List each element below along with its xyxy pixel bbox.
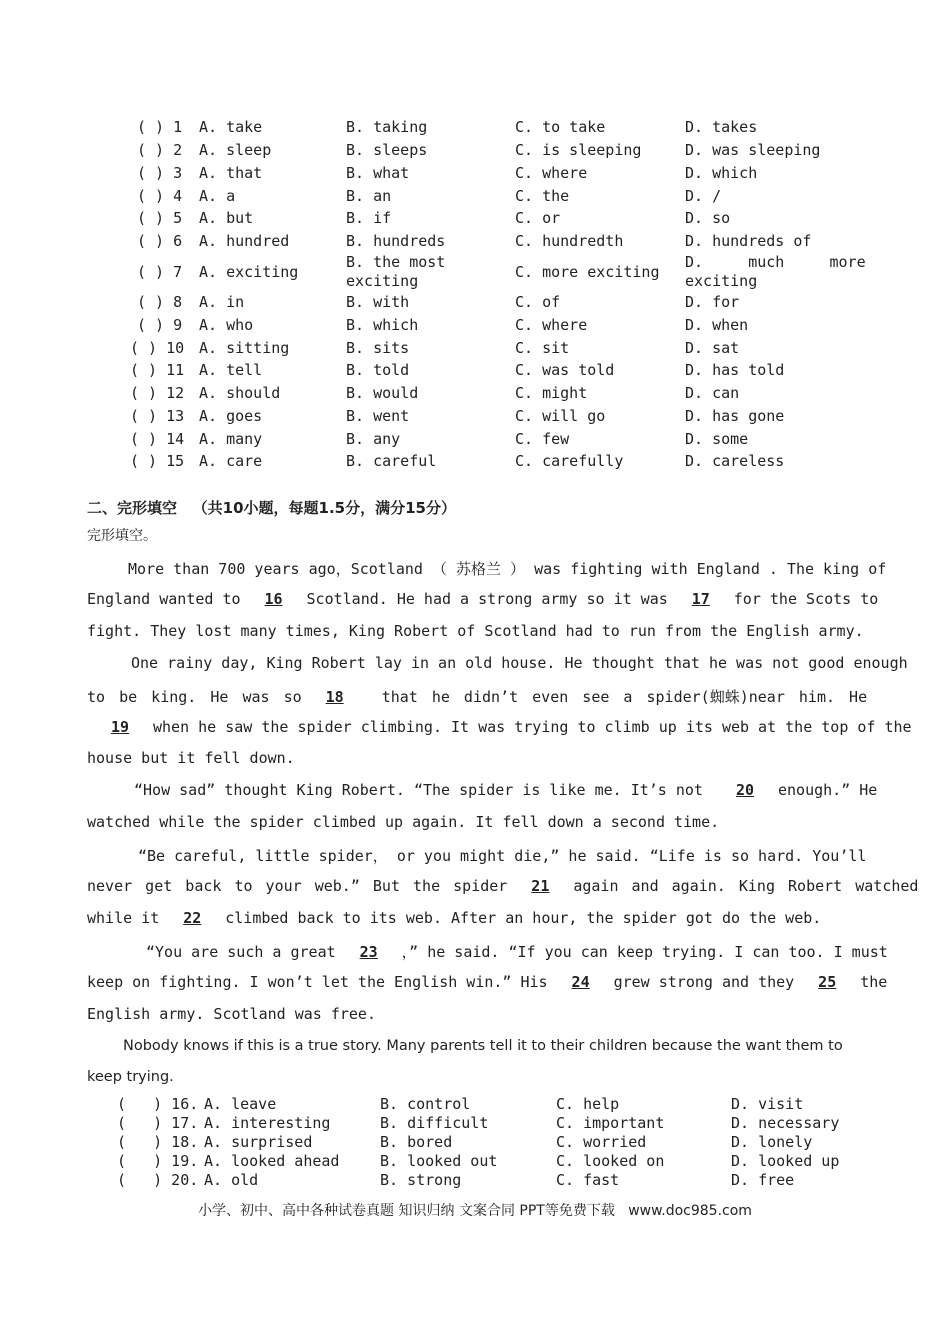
option-row — [0, 407, 950, 429]
passage-text: Scotland. He had a strong army so it was — [306, 590, 668, 608]
option-d: D. looked up — [731, 1152, 840, 1170]
option-a: A. that — [199, 164, 263, 182]
option-c: C. fast — [556, 1171, 620, 1189]
option-d: D. free — [731, 1171, 795, 1189]
option-row — [0, 232, 950, 254]
question-number: ( ) 8 — [137, 293, 183, 311]
question-number: ( ) 1 — [137, 118, 183, 136]
option-b: B. went — [346, 407, 410, 425]
option-row — [0, 293, 950, 315]
question-number: ( ) 14 — [130, 430, 185, 448]
question-number: ( ) 5 — [137, 209, 183, 227]
option-row — [0, 316, 950, 338]
option-d: D. can — [685, 384, 740, 402]
passage-line: fight. They lost many times, King Robert of Scotland had to run from the English army. — [87, 622, 864, 640]
option-b: B. sleeps — [346, 141, 428, 159]
option-b: B. which — [346, 316, 419, 334]
passage-text: to be king. He was so — [87, 688, 302, 706]
option-c: C. will go — [515, 407, 606, 425]
passage-text: England wanted to — [87, 590, 241, 608]
passage-text: when he saw the spider climbing. It was trying to climb up its web at the top of the — [153, 718, 912, 736]
passage-text: while it — [87, 909, 160, 927]
option-a: A. old — [204, 1171, 259, 1189]
option-c: C. is sleeping — [515, 141, 642, 159]
option-d: D. so — [685, 209, 731, 227]
option-b: B. hundreds — [346, 232, 446, 250]
option-a: A. sitting — [199, 339, 290, 357]
option-b: B. strong — [380, 1171, 462, 1189]
option-a: A. sleep — [199, 141, 272, 159]
passage-line: house but it fell down. — [87, 749, 295, 767]
page-footer: 小学、初中、高中各种试卷真题 知识归纳 文案合同 PPT等免费下载 www.doc985.com — [198, 1203, 752, 1219]
option-b: B. would — [346, 384, 419, 402]
section-title: 二、完形填空 （共10小题，每题1.5分，满分15分） — [87, 499, 456, 517]
question-number: ( ) 9 — [137, 316, 183, 334]
passage-text: the — [860, 973, 888, 991]
option-row — [0, 187, 950, 209]
option-a: A. a — [199, 187, 236, 205]
question-number: ( ) 20. — [117, 1171, 199, 1189]
option-row — [0, 361, 950, 383]
option-d: D. necessary — [731, 1114, 840, 1132]
option-d: D. lonely — [731, 1133, 813, 1151]
passage-line: English army. Scotland was free. — [87, 1005, 376, 1023]
option-c: C. important — [556, 1114, 665, 1132]
option-c: C. hundredth — [515, 232, 624, 250]
option-row — [0, 430, 950, 452]
question-number: ( ) 3 — [137, 164, 183, 182]
option-b: B. looked out — [380, 1152, 498, 1170]
option-d-continued: exciting — [685, 272, 758, 290]
option-c: C. where — [515, 316, 588, 334]
option-c: C. where — [515, 164, 588, 182]
blank-19: 19 — [110, 718, 130, 736]
passage-text: grew strong and they — [613, 973, 795, 991]
option-row — [0, 209, 950, 231]
option-d: D. takes — [685, 118, 758, 136]
option-c: C. was told — [515, 361, 615, 379]
passage-text: for the Scots to — [733, 590, 879, 608]
option-row — [0, 253, 950, 293]
question-number: ( ) 15 — [130, 452, 185, 470]
option-a: A. interesting — [204, 1114, 331, 1132]
passage-text: “How sad” thought King Robert. “The spider is like me. It’s not — [134, 781, 703, 799]
option-d: D. was sleeping — [685, 141, 821, 159]
passage-line: One rainy day, King Robert lay in an old house. He thought that he was not good enough — [131, 654, 908, 672]
option-b: B. told — [346, 361, 410, 379]
passage-line — [134, 781, 878, 809]
option-a: A. who — [199, 316, 254, 334]
option-c: C. few — [515, 430, 570, 448]
blank-22: 22 — [183, 909, 202, 927]
option-b: B. taking — [346, 118, 428, 136]
option-row — [0, 118, 950, 140]
option-row — [0, 1171, 950, 1193]
option-a: A. care — [199, 452, 263, 470]
option-d: D. visit — [731, 1095, 804, 1113]
option-c: C. or — [515, 209, 561, 227]
option-a: A. leave — [204, 1095, 277, 1113]
question-number: ( ) 12 — [130, 384, 185, 402]
question-number: ( ) 7 — [137, 263, 183, 281]
option-b: B. control — [380, 1095, 471, 1113]
passage-line — [87, 718, 912, 746]
option-c: C. of — [515, 293, 561, 311]
option-d: D. some — [685, 430, 749, 448]
passage-line — [87, 909, 863, 937]
option-d: D. / — [685, 187, 722, 205]
question-number: ( ) 10 — [130, 339, 185, 357]
option-a: A. hundred — [199, 232, 290, 250]
option-c: C. looked on — [556, 1152, 665, 1170]
blank-25: 25 — [818, 973, 837, 991]
question-number: ( ) 19. — [117, 1152, 199, 1170]
option-d: D. careless — [685, 452, 785, 470]
option-b: B. careful — [346, 452, 437, 470]
option-b: B. bored — [380, 1133, 453, 1151]
passage-line — [87, 877, 919, 905]
passage-text: again and again. King Robert watched — [573, 877, 919, 895]
passage-text: “You are such a great — [146, 943, 336, 961]
blank-18: 18 — [325, 688, 344, 706]
passage-text: ，” he said. “If you can keep trying. I can too. I must — [401, 943, 888, 961]
option-c: C. carefully — [515, 452, 624, 470]
option-b: B. difficult — [380, 1114, 489, 1132]
option-d: D. sat — [685, 339, 740, 357]
passage-line: More than 700 years ago，Scotland （ 苏格兰 ） was fighting with England . The king of — [128, 560, 887, 578]
option-b-continued: exciting — [346, 272, 419, 290]
option-a: A. surprised — [204, 1133, 313, 1151]
option-a: A. tell — [199, 361, 263, 379]
option-c: C. sit — [515, 339, 570, 357]
option-b: B. with — [346, 293, 410, 311]
closing-paragraph: Nobody knows if this is a true story. Many parents tell it to their children because the want them to keep trying. — [87, 1038, 843, 1085]
option-a: A. take — [199, 118, 263, 136]
option-d: D. for — [685, 293, 740, 311]
question-number: ( ) 11 — [130, 361, 185, 379]
option-a: A. but — [199, 209, 254, 227]
option-c: C. worried — [556, 1133, 647, 1151]
option-d: D. when — [685, 316, 749, 334]
option-c: C. help — [556, 1095, 620, 1113]
option-a: A. exciting — [199, 263, 299, 281]
passage-line — [146, 941, 888, 969]
blank-23: 23 — [359, 943, 378, 961]
option-d: D. hundreds of — [685, 232, 812, 250]
blank-24: 24 — [571, 973, 590, 991]
blank-21: 21 — [531, 877, 550, 895]
option-d: D. has told — [685, 361, 785, 379]
question-number: ( ) 18. — [117, 1133, 199, 1151]
option-b: B. if — [346, 209, 392, 227]
passage-text: that he didn’t even see a spider(蜘蛛)near him. He — [381, 688, 868, 706]
passage-text: climbed back to its web. After an hour, the spider got do the web. — [225, 909, 822, 927]
option-b: B. sits — [346, 339, 410, 357]
blank-20: 20 — [735, 781, 755, 799]
option-b: B. what — [346, 164, 410, 182]
passage-line — [87, 973, 888, 1001]
option-a: A. goes — [199, 407, 263, 425]
option-a: A. many — [199, 430, 263, 448]
option-d: D. much more — [685, 253, 866, 271]
passage-text: keep on fighting. I won’t let the English win.” His — [87, 973, 548, 991]
option-row — [0, 141, 950, 163]
option-d: D. has gone — [685, 407, 785, 425]
passage-line: “Be careful, little spider， or you might die,” he said. “Life is so hard. You’ll — [138, 847, 867, 865]
question-number: ( ) 17. — [117, 1114, 199, 1132]
passage-line — [87, 686, 868, 714]
option-d: D. which — [685, 164, 758, 182]
passage-line: watched while the spider climbed up again. It fell down a second time. — [87, 813, 720, 831]
option-c: C. the — [515, 187, 570, 205]
option-row — [0, 452, 950, 474]
passage-text: enough.” He — [777, 781, 878, 799]
question-number: ( ) 6 — [137, 232, 183, 250]
option-a: A. in — [199, 293, 245, 311]
option-c: C. to take — [515, 118, 606, 136]
question-number: ( ) 13 — [130, 407, 185, 425]
section-subtitle: 完形填空。 — [87, 528, 157, 544]
passage-line — [87, 590, 879, 618]
option-b: B. an — [346, 187, 392, 205]
passage-text: never get back to your web.” But the spider — [87, 877, 508, 895]
option-a: A. looked ahead — [204, 1152, 340, 1170]
option-b: B. the most — [346, 253, 446, 271]
option-c: C. might — [515, 384, 588, 402]
option-row — [0, 164, 950, 186]
question-number: ( ) 4 — [137, 187, 183, 205]
option-b: B. any — [346, 430, 401, 448]
option-row — [0, 339, 950, 361]
blank-17: 17 — [691, 590, 710, 608]
question-number: ( ) 2 — [137, 141, 183, 159]
option-c: C. more exciting — [515, 263, 660, 281]
blank-16: 16 — [264, 590, 283, 608]
question-number: ( ) 16. — [117, 1095, 199, 1113]
option-a: A. should — [199, 384, 281, 402]
option-row — [0, 384, 950, 406]
